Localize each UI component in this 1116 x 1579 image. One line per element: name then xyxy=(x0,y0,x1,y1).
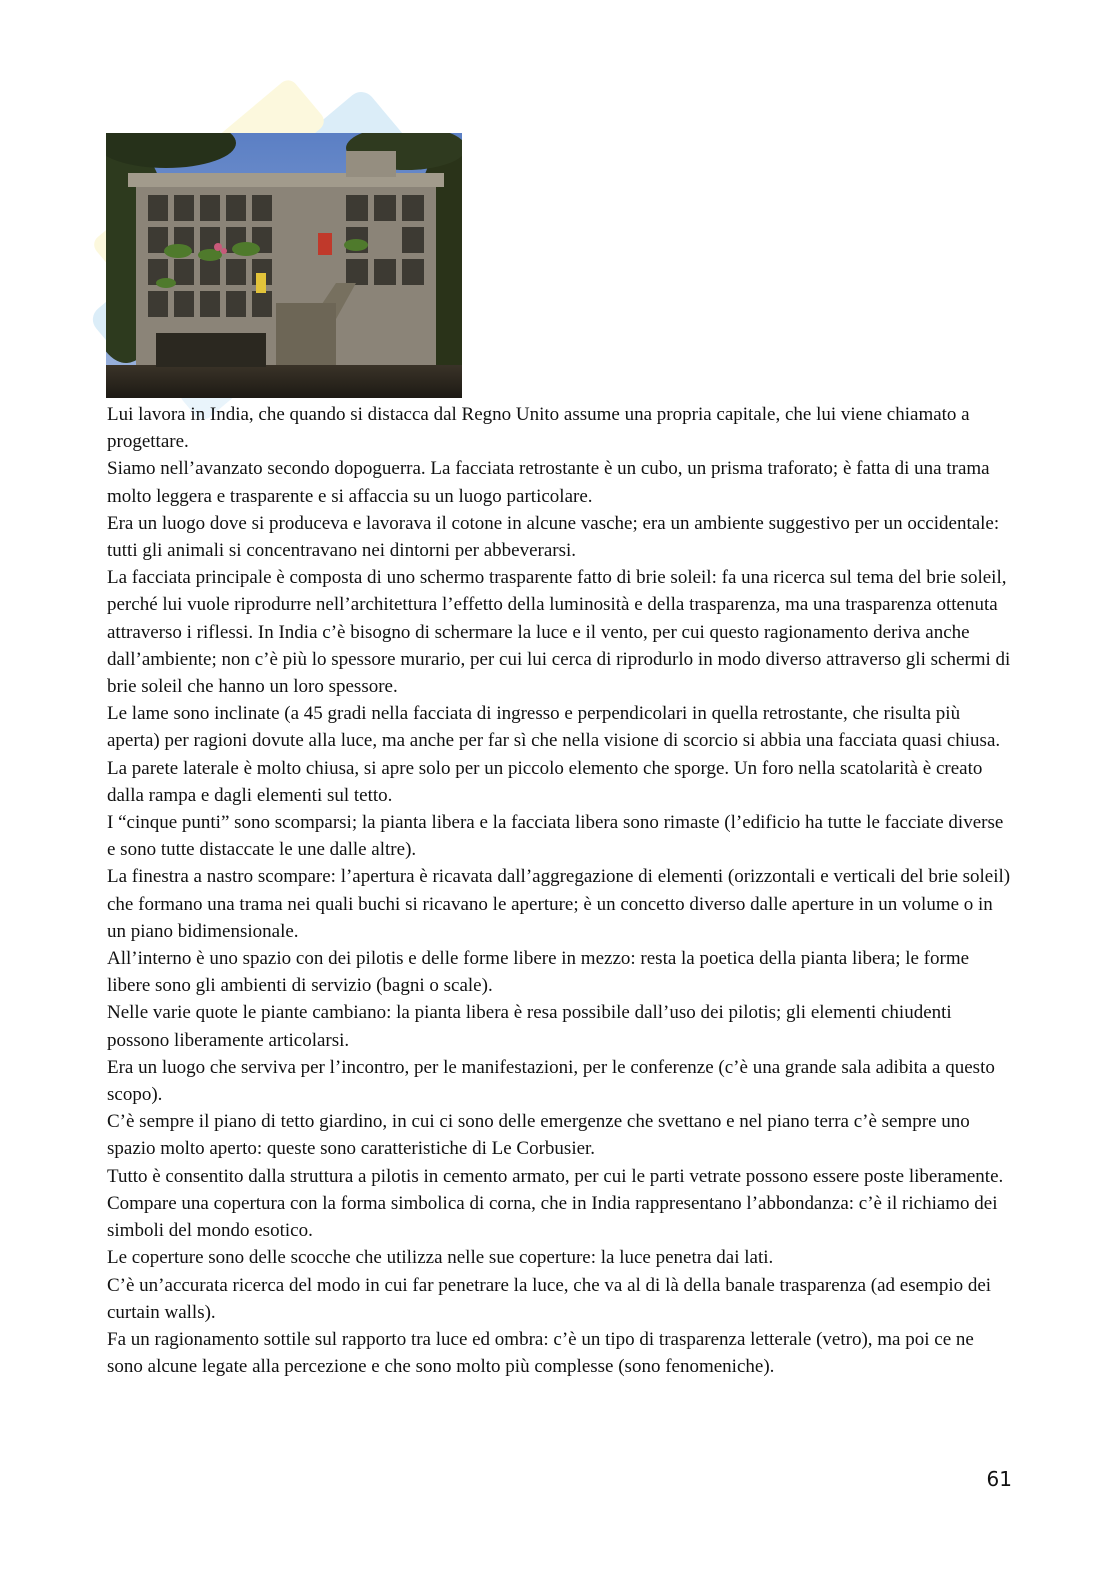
paragraph: C’è sempre il piano di tetto giardino, in cui ci sono delle emergenze che svettano e nel piano terra c’è sempre uno spazio molto aperto: queste sono caratteristiche di Le Corbusier. xyxy=(107,1111,970,1160)
building-photo xyxy=(106,133,462,398)
paragraph: Lui lavora in India, che quando si distacca dal Regno Unito assume una propria capitale, che lui viene chiamato a progettare. xyxy=(107,404,970,453)
paragraph: C’è un’accurata ricerca del modo in cui far penetrare la luce, che va al di là della banale trasparenza (ad esempio dei curtain walls). xyxy=(107,1274,992,1323)
paragraph: Tutto è consentito dalla struttura a pilotis in cemento armato, per cui le parti vetrate possono essere poste liberamente. xyxy=(107,1165,1004,1187)
paragraph: Compare una copertura con la forma simbolica di corna, che in India rappresentano l’abbondanza: c’è il richiamo dei simboli del mondo esotico. xyxy=(107,1192,998,1242)
page-number: 61 xyxy=(986,1467,1012,1491)
paragraph: I “cinque punti” sono scomparsi; la pianta libera e la facciata libera sono rimaste (l’edificio ha tutte le facciate diverse e sono tutte distaccate le une dalle altre). xyxy=(107,812,1004,861)
paragraph: La finestra a nastro scompare: l’apertura è ricavata dall’aggregazione di elementi (orizzontali e verticali del brie soleil) che formano una trama nei quali buchi si ricavano le aperture; è un concetto diverso dalle aperture in un volume o in un piano bidimensionale. xyxy=(107,866,1011,942)
paragraph: Le lame sono inclinate (a 45 gradi nella facciata di ingresso e perpendicolari in quella retrostante, che risulta più aperta) per ragioni dovute alla luce, ma anche per far sì che nella visione di scorcio si abbia una facciata quasi chiusa. xyxy=(107,703,1001,752)
paragraph: Siamo nell’avanzato secondo dopoguerra. La facciata retrostante è un cubo, un prisma traforato; è fatta di una trama molto leggera e trasparente e si affaccia su un luogo particolare. xyxy=(107,458,990,507)
paragraph: Nelle varie quote le piante cambiano: la pianta libera è resa possibile dall’uso dei pilotis; gli elementi chiudenti possono liberamente articolarsi. xyxy=(107,1002,952,1051)
paragraph: Le coperture sono delle scocche che utilizza nelle sue coperture: la luce penetra dai lati. xyxy=(107,1247,774,1269)
paragraph: La facciata principale è composta di uno schermo trasparente fatto di brie soleil: fa una ricerca sul tema del brie soleil, perché lui vuole riprodurre nell’architettura l’effetto della luminosità e della trasparenza, ma una trasparenza ottenuta attraverso i riflessi. In India c’è bisogno di schermare la luce e il vento, per cui questo ragionamento deriva anche dall’ambiente; non c’è più lo spessore murario, per cui lui cerca di riprodurlo in modo diverso attraverso gli schermi di brie soleil che hanno un loro spessore. xyxy=(107,567,1011,698)
paragraph: La parete laterale è molto chiusa, si apre solo per un piccolo elemento che sporge. Un foro nella scatolarità è creato dalla rampa e dagli elementi sul tetto. xyxy=(107,757,983,806)
paragraph: All’interno è uno spazio con dei pilotis e delle forme libere in mezzo: resta la poetica della pianta libera; le forme libere sono gli ambienti di servizio (bagni o scale). xyxy=(107,948,970,997)
paragraph: Era un luogo dove si produceva e lavorava il cotone in alcune vasche; era un ambiente suggestivo per un occidentale: tutti gli animali si concentravano nei dintorni per abbeverarsi. xyxy=(107,512,1000,562)
paragraph: Fa un ragionamento sottile sul rapporto tra luce ed ombra: c’è un tipo di trasparenza letterale (vetro), ma poi ce ne sono alcune legate alla percezione e che sono molto più complesse (sono fenomeniche). xyxy=(107,1328,974,1378)
paragraph: Era un luogo che serviva per l’incontro, per le manifestazioni, per le conferenze (c’è una grande sala adibita a questo scopo). xyxy=(107,1056,995,1106)
body-text xyxy=(107,401,1012,1380)
